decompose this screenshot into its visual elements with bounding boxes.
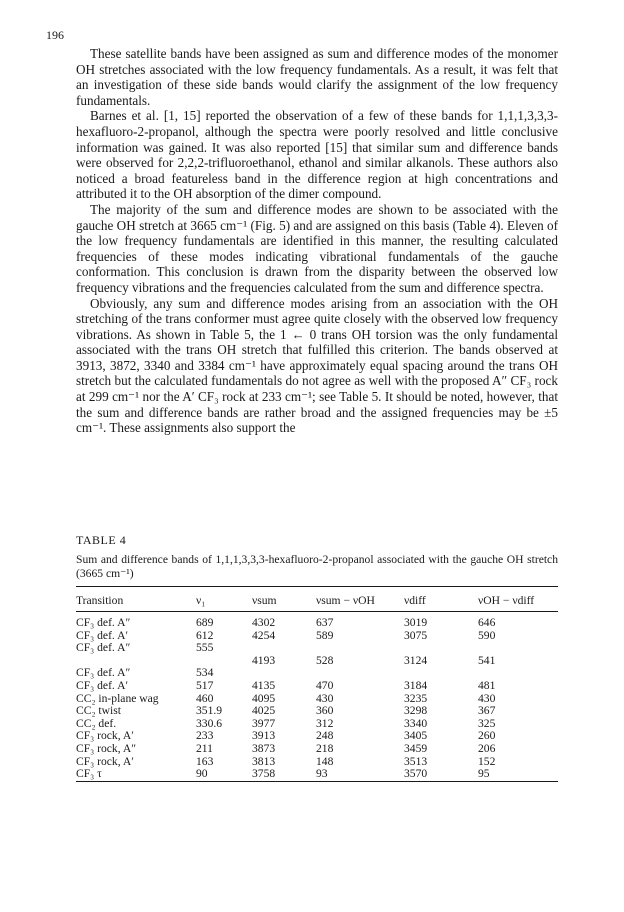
cell: 218 xyxy=(316,741,334,755)
cell: 233 xyxy=(196,729,214,743)
table-row xyxy=(76,743,558,756)
cell: 360 xyxy=(316,704,334,718)
table-row xyxy=(76,768,558,781)
cell: 3758 xyxy=(252,768,316,781)
header-sum-minus-oh: νsum − νOH xyxy=(316,587,404,612)
cell xyxy=(404,642,478,655)
cell: 3340 xyxy=(404,716,428,730)
cell: 612 xyxy=(196,628,214,642)
cell: 590 xyxy=(478,628,496,642)
cell: 148 xyxy=(316,754,334,768)
cell: CF₃ def. A″ xyxy=(76,641,131,655)
cell: CC₂ def. xyxy=(76,716,117,730)
table-row xyxy=(76,680,558,693)
table-label: TABLE 4 xyxy=(76,533,127,547)
cell: CF₃ def. A′ xyxy=(76,678,128,692)
table-row xyxy=(76,705,558,718)
cell: CF₃ def. A′ xyxy=(76,628,128,642)
cell: 351.9 xyxy=(196,704,223,718)
cell: 4254 xyxy=(252,628,276,642)
cell: CF₃ rock, A′ xyxy=(76,729,134,743)
cell: 528 xyxy=(316,653,334,667)
cell: 589 xyxy=(316,628,334,642)
table-header-row xyxy=(76,587,558,612)
cell: 4095 xyxy=(252,691,276,705)
table-row xyxy=(76,642,558,655)
cell: 3913 xyxy=(252,729,276,743)
paragraph: The majority of the sum and difference modes are shown to be associated with the gauche OH stretch at 3665 cm⁻¹ (Fig. 5) and are assigned on this basis (Table 4). Eleven of the low frequency fundamentals are identified in this manner, the resulting calculated frequencies of these modes indicating vibrational fundamentals of the gauche conformation. This conclusion is drawn from the disparity between the observed low frequency vibrations and the frequencies calculated from the sum and difference spectra. xyxy=(76,201,558,295)
cell: 3298 xyxy=(404,704,428,718)
cell: 4025 xyxy=(252,704,276,718)
cell: 4135 xyxy=(252,678,276,692)
paragraph: Barnes et al. [1, 15] reported the observation of a few of these bands for 1,1,1,3,3,3-hexafluoro-2-propanol, although the spectra were poorly resolved and little conclusive information was gained. It was also reported [15] that similar sum and difference bands were observed for 2,2,2-trifluoroethanol, ethanol and similar alkanols. These authors also noticed a broad featureless band in the difference region at high concentrations and attributed it to the OH absorption of the dimer compound. xyxy=(76,108,558,202)
cell: 555 xyxy=(196,641,214,655)
cell: CC₂ in-plane wag xyxy=(76,691,159,705)
header-nu-diff: νdiff xyxy=(404,587,478,612)
cell: 4302 xyxy=(252,616,276,629)
cell: 3075 xyxy=(404,628,428,642)
paragraph: Obviously, any sum and difference modes arising from an association with the OH stretching of the trans conformer must agree quite closely with the observed low frequency vibrations. As shown in Table 5, the 1 ← 0 trans OH torsion was the only fundamental associated with the trans OH stretch that fulfilled this criterion. The bands observed at 3913, 3872, 3340 and 3384 cm⁻¹ have approximately equal spacing around the trans OH stretch but the calculated fundamentals do not agree as well with the proposed A″ CF₃ rock at 299 cm⁻¹ nor the A′ CF₃ rock at 233 cm⁻¹; see Table 5. It should be noted, however, that the sum and difference bands are rather broad and the assigned frequencies may be ±5 cm⁻¹. These assignments also support the xyxy=(76,295,558,436)
cell: CF₃ τ xyxy=(76,768,196,781)
cell: 260 xyxy=(478,729,496,743)
cell: 152 xyxy=(478,754,496,768)
cell: 470 xyxy=(316,678,334,692)
cell: CF₃ rock, A′ xyxy=(76,754,134,768)
cell: 481 xyxy=(478,678,496,692)
cell: 3977 xyxy=(252,716,276,730)
cell xyxy=(316,642,404,655)
cell: 3459 xyxy=(404,741,428,755)
cell: 367 xyxy=(478,704,496,718)
header-nu-sum: νsum xyxy=(252,587,316,612)
paragraph: These satellite bands have been assigned as sum and difference modes of the monomer OH stretches associated with the low frequency fundamentals. As a result, it was felt that an investigation of these side bands would clarify the assignment of the low frequency fundamentals. xyxy=(76,46,558,108)
cell: 541 xyxy=(478,653,496,667)
cell: 646 xyxy=(478,616,496,629)
table-row xyxy=(76,655,558,668)
body-text xyxy=(76,46,558,436)
cell xyxy=(478,642,558,655)
cell: CF₃ rock, A″ xyxy=(76,741,137,755)
cell: 248 xyxy=(316,729,334,743)
cell: 517 xyxy=(196,678,214,692)
cell: 95 xyxy=(478,768,558,781)
cell: 3124 xyxy=(404,653,428,667)
cell: 534 xyxy=(196,666,214,680)
cell: 90 xyxy=(196,768,252,781)
header-nu1: ν₁ xyxy=(196,587,252,612)
cell: CF₃ def. A″ xyxy=(76,666,131,680)
cell: 325 xyxy=(478,716,496,730)
cell: 4193 xyxy=(252,653,276,667)
cell: 93 xyxy=(316,768,404,781)
cell: 460 xyxy=(196,691,214,705)
cell: 3813 xyxy=(252,754,276,768)
header-transition: Transition xyxy=(76,587,196,612)
cell: 3873 xyxy=(252,741,276,755)
cell: 312 xyxy=(316,716,334,730)
cell: 163 xyxy=(196,754,214,768)
cell: 637 xyxy=(316,616,334,629)
table-row xyxy=(76,612,558,630)
cell: 3570 xyxy=(404,768,478,781)
cell: 211 xyxy=(196,741,213,755)
page-number: 196 xyxy=(46,28,64,42)
cell: CF₃ def. A″ xyxy=(76,616,131,629)
cell: 3405 xyxy=(404,729,428,743)
table-caption: Sum and difference bands of 1,1,1,3,3,3-hexafluoro-2-propanol associated with the gauche OH stretch (3665 cm⁻¹) xyxy=(76,553,558,580)
cell: 330.6 xyxy=(196,716,223,730)
cell: 3019 xyxy=(404,616,428,629)
cell xyxy=(252,642,316,655)
header-oh-minus-diff: νOH − νdiff xyxy=(478,587,558,612)
cell: 206 xyxy=(478,741,496,755)
data-table xyxy=(76,586,558,782)
cell: 430 xyxy=(316,691,334,705)
cell: 3235 xyxy=(404,691,428,705)
table-row xyxy=(76,630,558,643)
cell: 689 xyxy=(196,616,214,629)
cell: CC₂ twist xyxy=(76,704,121,718)
cell: 430 xyxy=(478,691,496,705)
cell: 3513 xyxy=(404,754,428,768)
cell: 3184 xyxy=(404,678,428,692)
